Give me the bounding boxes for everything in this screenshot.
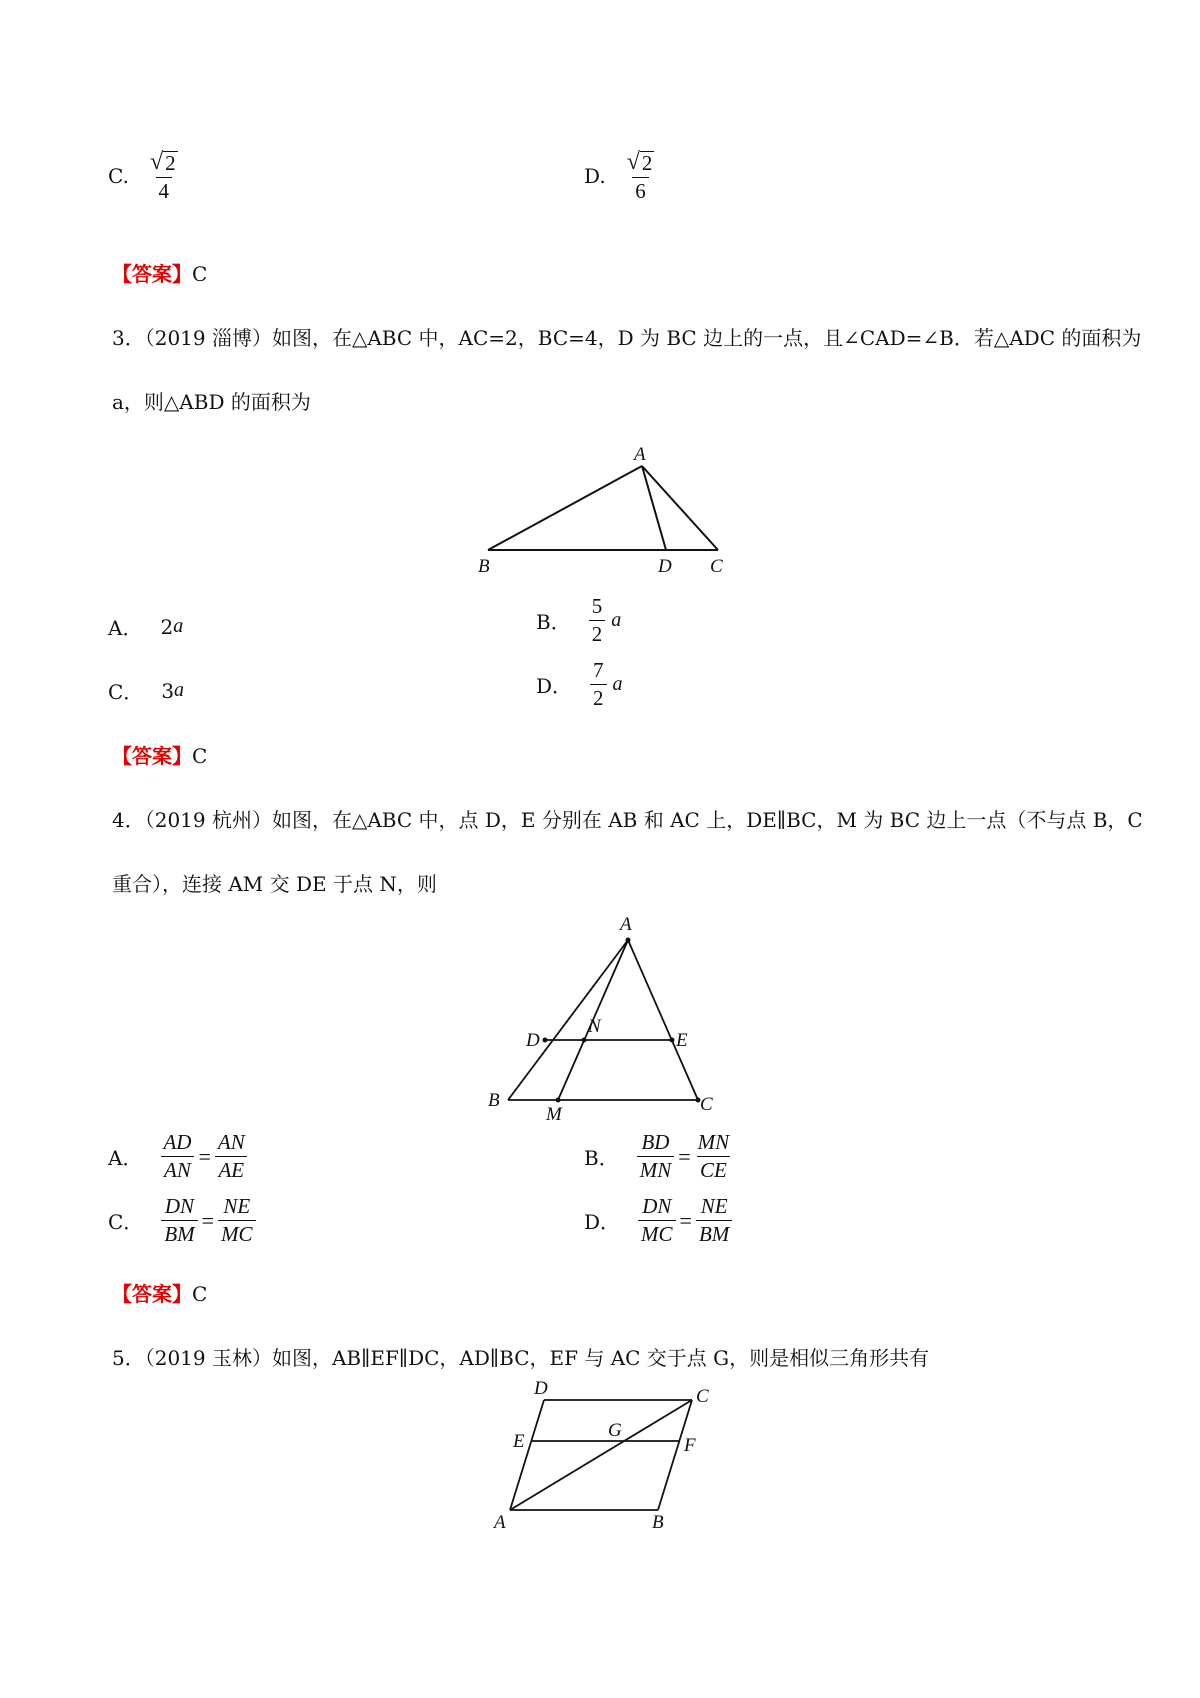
q2-answer	[112, 258, 207, 287]
point-label-b: B	[488, 1090, 500, 1111]
option-label: C．	[108, 680, 144, 704]
q4-option-d	[584, 1196, 732, 1245]
point-label-b: B	[652, 1512, 664, 1533]
fraction: √ 2 6	[626, 149, 653, 203]
point-label-n: N	[588, 1016, 601, 1037]
q3-figure	[470, 440, 740, 580]
q4-option-c	[108, 1196, 256, 1245]
point-label-b: B	[478, 556, 490, 577]
option-value: 2	[160, 614, 174, 639]
variable: a	[174, 679, 185, 701]
q4-option-b	[584, 1132, 732, 1181]
point-label-c: C	[710, 556, 723, 577]
fraction: $\frac{NE}{BM}$	[696, 1196, 732, 1245]
answer-value: C	[192, 262, 208, 286]
point-label-c: C	[700, 1094, 713, 1115]
q3-answer	[112, 740, 207, 769]
point-label-a: A	[620, 914, 632, 935]
q3-option-c	[108, 676, 184, 705]
sqrt-symbol: √ 2	[149, 149, 176, 175]
option-label: D．	[584, 1210, 621, 1234]
fraction: √ 2 4	[149, 149, 176, 203]
option-label: B．	[536, 610, 571, 634]
point-label-e: E	[676, 1030, 688, 1051]
answer-value: C	[192, 744, 208, 768]
point-label-d: D	[658, 556, 672, 577]
fraction: $\frac{7}{2}$	[590, 660, 607, 709]
variable: a	[612, 673, 623, 695]
fraction: $\frac{DN}{MC}$	[638, 1196, 676, 1245]
point-label-f: F	[684, 1435, 696, 1456]
q4-text-line1: 4．（2019 杭州）如图，在△ABC 中，点 D，E 分别在 AB 和 AC 上，DE∥BC，M 为 BC 边上一点（不与点 B，C	[112, 808, 1143, 832]
point-label-d: D	[534, 1378, 548, 1399]
point-label-g: G	[608, 1420, 622, 1441]
fraction: $\frac{5}{2}$	[589, 596, 606, 645]
q5-figure	[480, 1378, 730, 1538]
option-label: C．	[108, 1210, 144, 1234]
q4-answer	[112, 1278, 207, 1307]
q3-option-b	[536, 596, 621, 645]
answer-value: C	[192, 1282, 208, 1306]
sqrt-symbol: √ 2	[626, 149, 653, 175]
answer-tag: 【答案】	[112, 1282, 192, 1306]
point-label-c: C	[696, 1386, 709, 1407]
q3-option-a	[108, 612, 183, 641]
option-label: C.	[108, 164, 129, 188]
fraction: $\frac{AD}{AN}$	[160, 1132, 194, 1181]
q4-figure	[478, 910, 728, 1125]
option-label: D．	[536, 674, 573, 698]
q3-option-d	[536, 660, 623, 709]
fraction: $\frac{NE}{MC}$	[218, 1196, 256, 1245]
option-value: 3	[161, 678, 175, 703]
q4-text-line2: 重合），连接 AM 交 DE 于点 N，则	[112, 872, 437, 896]
answer-tag: 【答案】	[112, 744, 192, 768]
option-label: A．	[108, 1146, 143, 1170]
equals-sign: =	[679, 1207, 692, 1233]
q3-text-line1: 3．（2019 淄博）如图，在△ABC 中，AC=2，BC=4，D 为 BC 边上的一点，且∠CAD=∠B．若△ADC 的面积为	[112, 326, 1142, 350]
q4-option-a	[108, 1132, 248, 1181]
q3-text-line2: a，则△ABD 的面积为	[112, 390, 311, 414]
point-label-d: D	[526, 1030, 540, 1051]
equals-sign: =	[198, 1143, 211, 1169]
fraction: $\frac{BD}{MN}$	[637, 1132, 675, 1181]
fraction: $\frac{AN}{AE}$	[215, 1132, 248, 1181]
option-label: A．	[108, 616, 143, 640]
equals-sign: =	[201, 1207, 215, 1233]
option-label: D.	[584, 164, 606, 188]
point-label-m: M	[546, 1104, 562, 1125]
q5-text-line1: 5．（2019 玉林）如图，AB∥EF∥DC，AD∥BC，EF 与 AC 交于点 G，则是相似三角形共有	[112, 1346, 930, 1370]
variable: a	[173, 615, 184, 637]
q2-option-c	[108, 150, 181, 202]
fraction: $\frac{MN}{CE}$	[697, 1130, 730, 1182]
point-label-a: A	[494, 1512, 506, 1533]
variable: a	[611, 609, 622, 631]
q2-option-d	[584, 150, 657, 202]
equals-sign: =	[678, 1143, 691, 1169]
fraction: $\frac{DN}{BM}$	[161, 1196, 197, 1245]
answer-tag: 【答案】	[112, 262, 192, 286]
point-label-a: A	[634, 444, 646, 465]
option-label: B．	[584, 1146, 619, 1170]
point-label-e: E	[513, 1431, 525, 1452]
